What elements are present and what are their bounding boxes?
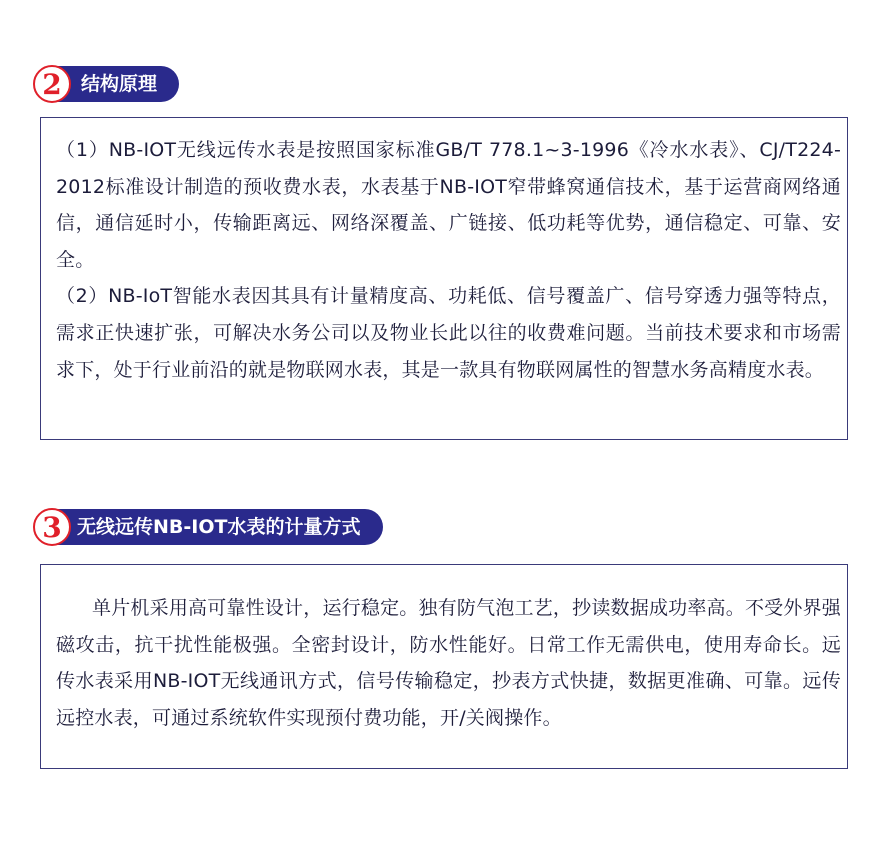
section-header-structure [33,66,183,102]
paragraph-1: （1）NB-IOT无线远传水表是按照国家标准GB/T 778.1~3-1996《冷水水表》、CJ/T224-2012标准设计制造的预收费水表，水表基于NB-IOT窄带蜂窝通信技术，基于运营商网络通信，通信延时小，传输距离远、网络深覆盖、广链接、低功耗等优势，通信稳定、可靠、安全。 [56,139,841,271]
section-content-structure [40,117,848,440]
section-number-badge: 2 [33,65,71,103]
section-header-metering [33,509,393,545]
section-content-metering [40,564,848,769]
section-title: 无线远传NB-IOT水表的计量方式 [77,516,361,538]
section-title: 结构原理 [81,73,158,95]
paragraph-2: （2）NB-IoT智能水表因其具有计量精度高、功耗低、信号覆盖广、信号穿透力强等特点，需求正快速扩张，可解决水务公司以及物业长此以往的收费难问题。当前技术要求和市场需求下，处于行业前沿的就是物联网水表，其是一款具有物联网属性的智慧水务高精度水表。 [56,285,841,381]
section-number-badge: 3 [33,508,71,546]
paragraph-1: 单片机采用高可靠性设计，运行稳定。独有防气泡工艺，抄读数据成功率高。不受外界强磁攻击，抗干扰性能极强。全密封设计，防水性能好。日常工作无需供电，使用寿命长。远传水表采用NB-IOT无线通讯方式，信号传输稳定，抄表方式快捷，数据更准确、可靠。远传远控水表，可通过系统软件实现预付费功能，开/关阀操作。 [56,597,841,729]
